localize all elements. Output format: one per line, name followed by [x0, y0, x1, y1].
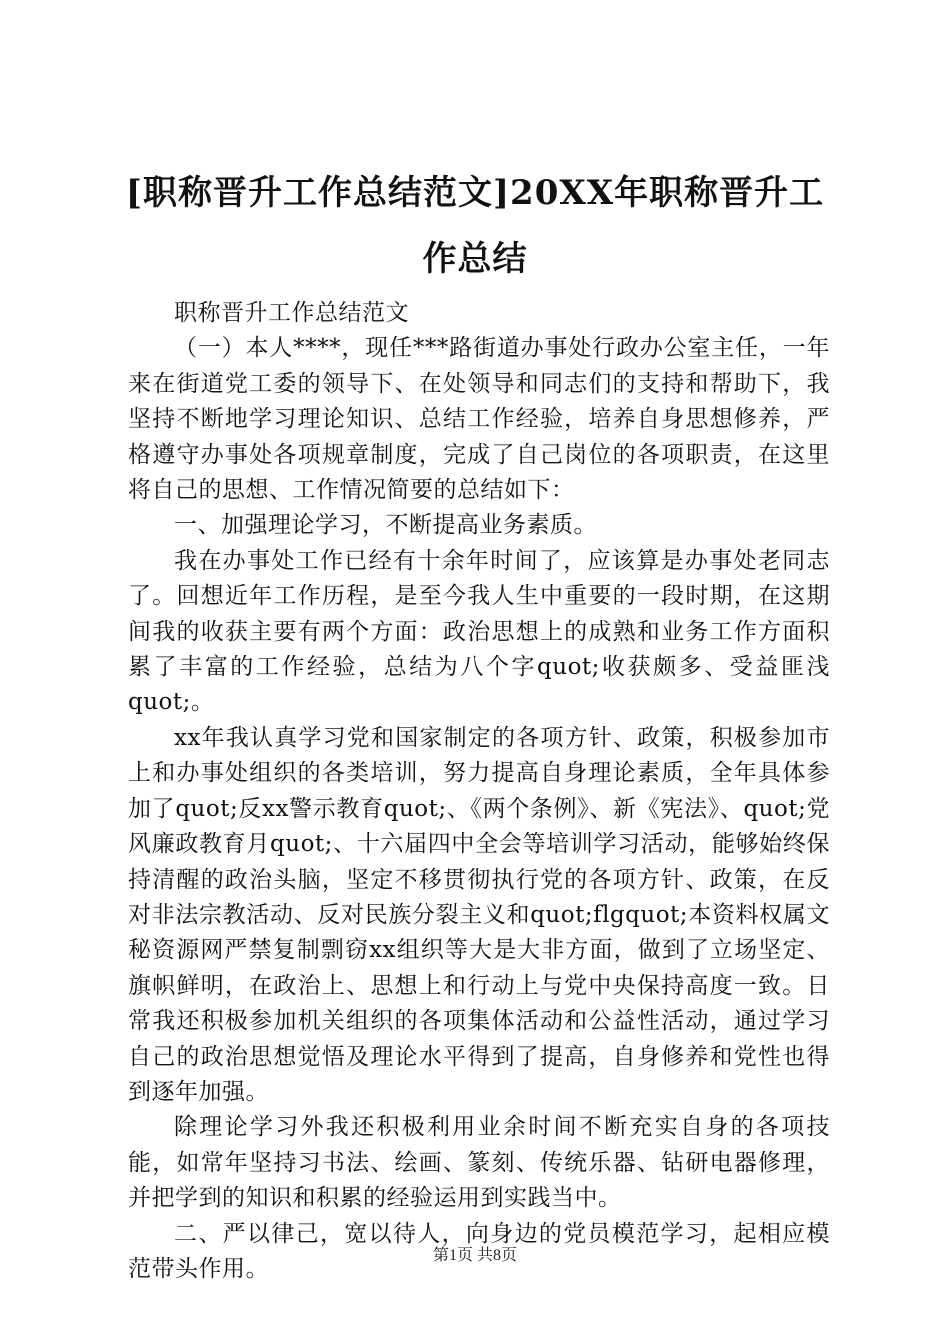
paragraph: 除理论学习外我还积极利用业余时间不断充实自身的各项技能，如常年坚持习书法、绘画、篆刻、传统乐器、钻研电器修理，并把学到的知识和积累的经验运用到实践当中。 [128, 1114, 830, 1212]
section-heading-1: 一、加强理论学习，不断提高业务素质。 [174, 512, 597, 539]
document-body [128, 296, 830, 1287]
paragraph-subtitle: 职称晋升工作总结范文 [174, 300, 409, 326]
section-heading-2: 二、严以律己，宽以待人，向身边的党员模范学习，起相应模范带头作用。 [128, 1220, 830, 1282]
paragraph-intro: （一）本人****，现任***路街道办事处行政办公室主任，一年来在街道党工委的领导下、在处领导和同志们的支持和帮助下，我坚持不断地学习理论知识、总结工作经验，培养自身思想修养，严格遵守办事处各项规章制度，完成了自己岗位的各项职责，在这里将自己的思想、工作情况简要的总结如下： [128, 335, 830, 504]
document-title: [职称晋升工作总结范文]20XX年职称晋升工作总结 [125, 173, 825, 279]
page-number: 第1页 共8页 [432, 1247, 517, 1264]
paragraph: xx年我认真学习党和国家制定的各项方针、政策，积极参加市上和办事处组织的各类培训，努力提高自身理论素质，全年具体参加了quot;反xx警示教育quot;、《两个条例》、新《宪法》、quot;党风廉政教育月quot;、十六届四中全会等培训学习活动，能够始终保持清醒的政治头脑，坚定不移贯彻执行党的各项方针、政策，在反对非法宗教活动、反对民族分裂主义和quot;flgquot;本资料权属文秘资源网严禁复制剽窃xx组织等大是大非方面，做到了立场坚定、旗帜鲜明，在政治上、思想上和行动上与党中央保持高度一致。日常我还积极参加机关组织的各项集体活动和公益性活动，通过学习自己的政治思想觉悟及理论水平得到了提高，自身修养和党性也得到逐年加强。 [128, 724, 830, 1105]
paragraph: 我在办事处工作已经有十余年时间了，应该算是办事处老同志了。回想近年工作历程，是至今我人生中重要的一段时期，在这期间我的收获主要有两个方面：政治思想上的成熟和业务工作方面积累了丰富的工作经验，总结为八个字quot;收获颇多、受益匪浅quot;。 [128, 547, 830, 716]
